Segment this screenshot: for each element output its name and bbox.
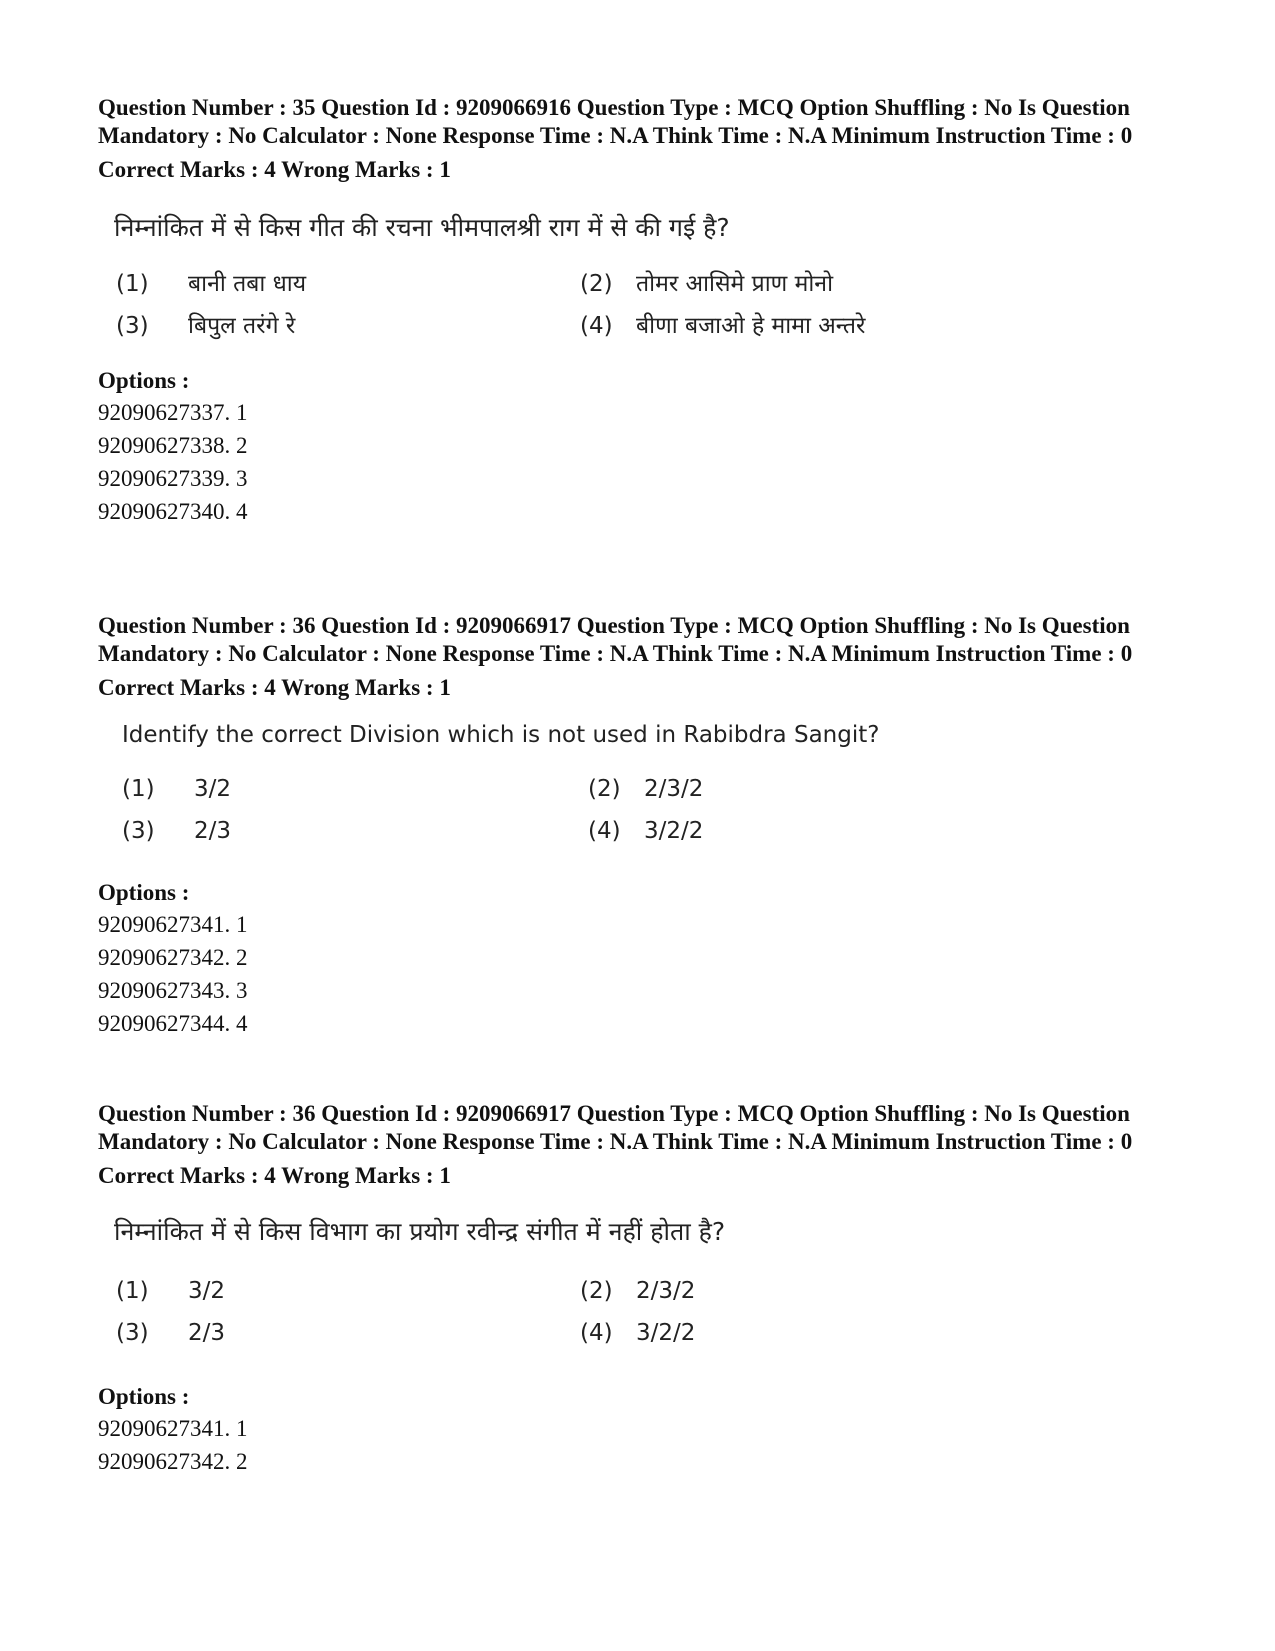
- choice-2: [588, 776, 703, 802]
- choice-number: (3): [122, 818, 155, 844]
- choice-2: [580, 266, 833, 298]
- choice-text: बिपुल तरंगे रे: [188, 313, 296, 339]
- question-text: निम्नांकित में से किस विभाग का प्रयोग रवीन्द्र संगीत में नहीं होता है?: [114, 1217, 726, 1246]
- choice-4: [580, 1320, 695, 1346]
- options-label: Options :: [98, 880, 190, 905]
- question-meta: Question Number : 36 Question Id : 9209066917 Question Type : MCQ Option Shuffling : No Is Question Mandatory : No Calculator : None Response Time : N.A Think Time : N.A Minimum Instruction Time : 0: [98, 613, 1133, 666]
- choice-text: 2/3: [188, 1320, 226, 1346]
- options-label: Options :: [98, 1384, 190, 1409]
- option-line: 92090627340. 4: [98, 499, 248, 524]
- question-marks: Correct Marks : 4 Wrong Marks : 1: [98, 1163, 451, 1188]
- options-list: [98, 1382, 1188, 1478]
- choice-text: 2/3/2: [644, 776, 704, 802]
- choice-number: (2): [580, 1278, 613, 1304]
- choice-number: (1): [122, 776, 155, 802]
- choice-number: (4): [580, 1320, 613, 1346]
- choice-text: 2/3: [194, 818, 232, 844]
- question-block-36-hindi: [98, 1100, 1188, 1478]
- choice-3: [122, 818, 231, 844]
- options-list: [98, 878, 1188, 1040]
- choice-text: 3/2: [194, 776, 232, 802]
- option-line: 92090627341. 1: [98, 1416, 248, 1441]
- question-image: [98, 1200, 1188, 1370]
- option-line: 92090627343. 3: [98, 978, 248, 1003]
- choice-4: [588, 818, 703, 844]
- options-label: Options :: [98, 368, 190, 393]
- choice-3: [116, 1320, 225, 1346]
- choice-1: [122, 776, 231, 802]
- option-line: 92090627341. 1: [98, 912, 248, 937]
- choice-number: (3): [116, 1320, 149, 1346]
- option-line: 92090627342. 2: [98, 1449, 248, 1474]
- question-image: [98, 194, 1188, 344]
- option-line: 92090627344. 4: [98, 1011, 248, 1036]
- choice-4: [580, 308, 865, 340]
- choice-number: (1): [116, 1278, 149, 1304]
- question-image: [98, 710, 1188, 878]
- choice-number: (2): [580, 271, 613, 297]
- question-marks: Correct Marks : 4 Wrong Marks : 1: [98, 157, 451, 182]
- choice-text: बानी तबा धाय: [188, 271, 307, 297]
- choice-text: तोमर आसिमे प्राण मोनो: [636, 271, 834, 297]
- choice-text: 3/2/2: [636, 1320, 696, 1346]
- choice-number: (2): [588, 776, 621, 802]
- question-text: Identify the correct Division which is not used in Rabibdra Sangit?: [122, 722, 880, 748]
- question-block-36-english: [98, 612, 1188, 1040]
- choice-number: (3): [116, 313, 149, 339]
- option-line: 92090627342. 2: [98, 945, 248, 970]
- option-line: 92090627338. 2: [98, 433, 248, 458]
- choice-3: [116, 308, 295, 340]
- options-list: [98, 366, 1188, 528]
- choice-2: [580, 1278, 695, 1304]
- question-text: निम्नांकित में से किस गीत की रचना भीमपालश्री राग में से की गई है?: [114, 213, 730, 242]
- choice-number: (4): [588, 818, 621, 844]
- question-meta: Question Number : 36 Question Id : 9209066917 Question Type : MCQ Option Shuffling : No Is Question Mandatory : No Calculator : None Response Time : N.A Think Time : N.A Minimum Instruction Time : 0: [98, 1101, 1133, 1154]
- option-line: 92090627339. 3: [98, 466, 248, 491]
- choice-text: 3/2/2: [644, 818, 704, 844]
- choice-text: बीणा बजाओ हे मामा अन्तरे: [636, 313, 866, 339]
- question-marks: Correct Marks : 4 Wrong Marks : 1: [98, 675, 451, 700]
- choice-text: 3/2: [188, 1278, 226, 1304]
- choice-1: [116, 1278, 225, 1304]
- option-line: 92090627337. 1: [98, 400, 248, 425]
- question-meta: Question Number : 35 Question Id : 9209066916 Question Type : MCQ Option Shuffling : No Is Question Mandatory : No Calculator : None Response Time : N.A Think Time : N.A Minimum Instruction Time : 0: [98, 95, 1133, 148]
- choice-text: 2/3/2: [636, 1278, 696, 1304]
- choice-number: (4): [580, 313, 613, 339]
- question-block-35: [98, 94, 1188, 528]
- choice-number: (1): [116, 271, 149, 297]
- choice-1: [116, 266, 306, 298]
